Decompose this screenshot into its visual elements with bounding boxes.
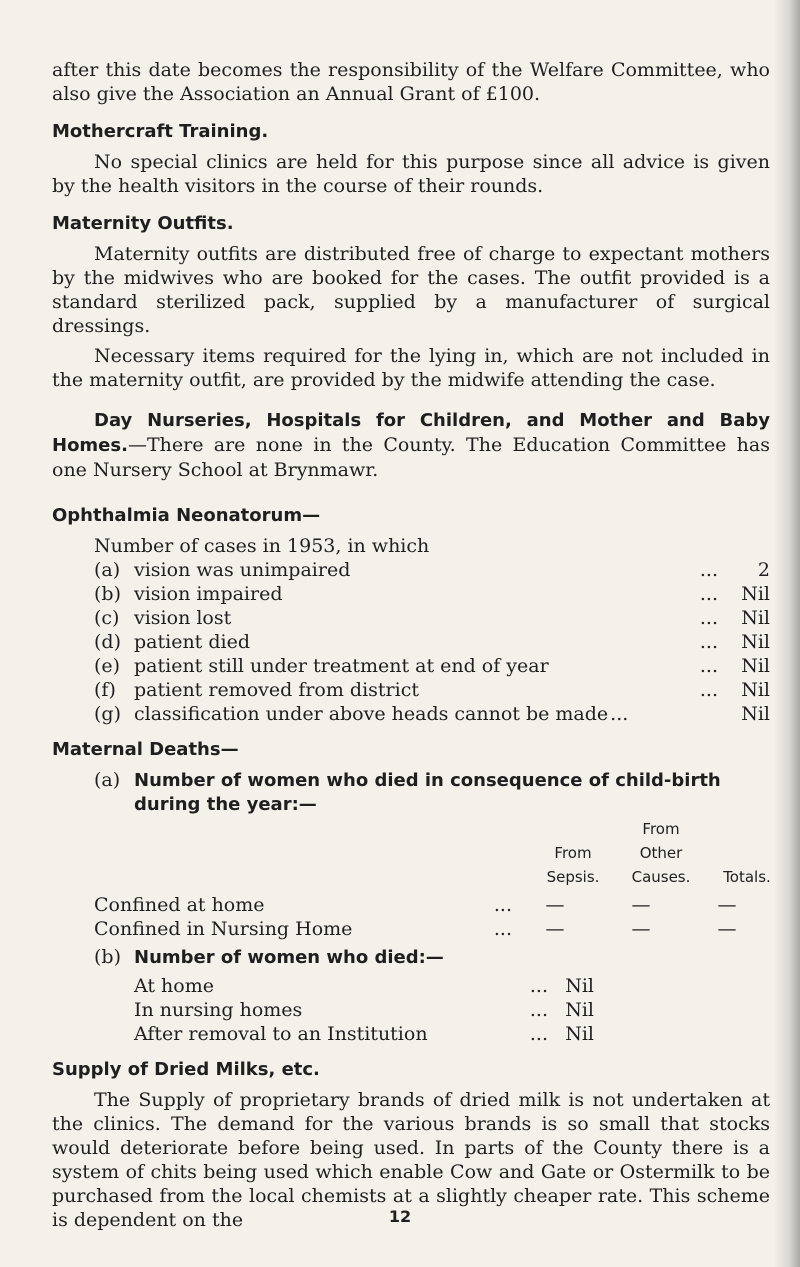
ophthalmia-row — [94, 654, 770, 678]
row-dots: ... — [699, 583, 718, 605]
section-text: Number of women who died:— — [134, 947, 444, 968]
maternal-deaths-row — [94, 917, 770, 941]
row-dots: ... — [493, 894, 512, 916]
row-text: At home — [134, 975, 214, 997]
ophthalmia-row — [94, 630, 770, 654]
maternal-deaths-a — [94, 768, 770, 817]
row-label: (b) — [94, 583, 121, 605]
ophthalmia-row — [94, 678, 770, 702]
row-dots: ... — [699, 679, 718, 701]
row-dots: ... — [529, 999, 548, 1021]
maternal-deaths-table-head — [94, 817, 770, 895]
maternal-deaths-row — [94, 893, 770, 917]
row-value: Nil — [565, 999, 594, 1021]
ophthalmia-heading: Ophthalmia Neonatorum— — [52, 505, 321, 526]
maternity-outfits-paragraph-2: Necessary items required for the lying in, which are not included in the maternity outfit, are provided by the midwife attending the case. — [52, 345, 770, 391]
mothercraft-heading: Mothercraft Training. — [52, 121, 269, 142]
row-value: 2 — [757, 559, 770, 581]
ophthalmia-row — [94, 558, 770, 582]
mothercraft-paragraph: No special clinics are held for this purpose since all advice is given by the health visitors in the course of their rounds. — [52, 151, 770, 197]
row-text: patient still under treatment at end of year — [134, 655, 549, 677]
column-header-sepsis: From Sepsis. — [546, 844, 600, 886]
row-text: vision impaired — [134, 583, 283, 605]
row-value: Nil — [741, 583, 770, 605]
page-edge-shadow — [774, 0, 800, 1267]
row-text: vision lost — [134, 607, 232, 629]
row-label: (f) — [94, 679, 116, 701]
row-dots: ... — [610, 703, 629, 725]
column-header-line: From — [642, 820, 680, 838]
row-value: Nil — [741, 655, 770, 677]
row-text: vision was unimpaired — [134, 559, 351, 581]
row-value: Nil — [741, 703, 770, 725]
row-label: (d) — [94, 631, 121, 653]
maternal-deaths-b-row — [134, 1022, 594, 1046]
day-nurseries-paragraph — [52, 408, 770, 482]
page-number: 12 — [388, 1207, 412, 1226]
row-dots: ... — [529, 975, 548, 997]
row-dots: ... — [699, 631, 718, 653]
supply-paragraph: The Supply of proprietary brands of dried milk is not undertaken at the clinics. The demand for the various brands is so small that stocks would deteriorate before being used. In parts of the County there is a system of chits being used which enable Cow and Gate or Ostermilk to be purchased from the local chemists at a slightly cheaper rate. This scheme is dependent on the — [52, 1089, 770, 1231]
maternal-deaths-heading: Maternal Deaths— — [52, 739, 239, 760]
section-text: Number of women who died in consequence of child-birth during the year:— — [134, 770, 721, 815]
maternal-deaths-section — [52, 768, 770, 1046]
cell-other-causes: — — [631, 894, 651, 916]
row-value: Nil — [565, 1023, 594, 1045]
section-label: (b) — [94, 946, 121, 968]
document-page — [52, 58, 770, 1232]
column-header-totals: Totals. — [723, 868, 771, 886]
row-text: Confined at home — [94, 894, 265, 916]
row-value: Nil — [741, 631, 770, 653]
cell-totals: — — [717, 918, 737, 940]
row-dots: ... — [493, 918, 512, 940]
row-text: After removal to an Institution — [134, 1023, 428, 1045]
row-value: Nil — [741, 607, 770, 629]
ophthalmia-row — [94, 702, 770, 726]
row-label: (g) — [94, 703, 121, 725]
ophthalmia-intro: Number of cases in 1953, in which — [94, 535, 430, 557]
row-value: Nil — [565, 975, 594, 997]
row-label: (a) — [94, 559, 121, 581]
row-value: Nil — [741, 679, 770, 701]
ophthalmia-row — [94, 606, 770, 630]
ophthalmia-row — [94, 582, 770, 606]
maternal-deaths-b — [94, 945, 770, 970]
maternal-deaths-b-row — [134, 974, 594, 998]
cell-totals: — — [717, 894, 737, 916]
maternity-outfits-paragraph-1: Maternity outfits are distributed free of charge to expectant mothers by the midwives who are booked for the cases. The outfit provided is a standard sterilized pack, supplied by a manufacturer of surgical dressings. — [52, 243, 770, 337]
column-header-other-causes — [621, 817, 701, 889]
column-header-line: Causes. — [631, 868, 691, 886]
cell-other-causes: — — [631, 918, 651, 940]
maternal-deaths-b-row — [134, 998, 594, 1022]
supply-heading: Supply of Dried Milks, etc. — [52, 1059, 320, 1080]
maternity-outfits-heading: Maternity Outfits. — [52, 213, 234, 234]
ophthalmia-list — [52, 534, 770, 726]
row-label: (c) — [94, 607, 120, 629]
row-dots: ... — [529, 1023, 548, 1045]
row-text: In nursing homes — [134, 999, 303, 1021]
cell-sepsis: — — [545, 894, 565, 916]
column-header-line: Other — [639, 844, 683, 862]
maternal-deaths-b-list — [94, 974, 594, 1046]
intro-paragraph: after this date becomes the responsibility of the Welfare Committee, who also give the Association an Annual Grant of £100. — [52, 59, 770, 105]
row-text: classification under above heads cannot be made — [134, 703, 609, 725]
row-dots: ... — [699, 559, 718, 581]
day-nurseries-heading: Day Nurseries, Hospitals for Children, and Mother and Baby Homes. — [52, 410, 770, 456]
cell-sepsis: — — [545, 918, 565, 940]
row-text: patient died — [134, 631, 251, 653]
section-label: (a) — [94, 769, 121, 791]
row-label: (e) — [94, 655, 121, 677]
row-text: patient removed from district — [134, 679, 419, 701]
row-dots: ... — [699, 607, 718, 629]
row-dots: ... — [699, 655, 718, 677]
row-text: Confined in Nursing Home — [94, 918, 353, 940]
day-nurseries-text: —There are none in the County. The Education Committee has one Nursery School at Brynmawr. — [52, 434, 770, 481]
